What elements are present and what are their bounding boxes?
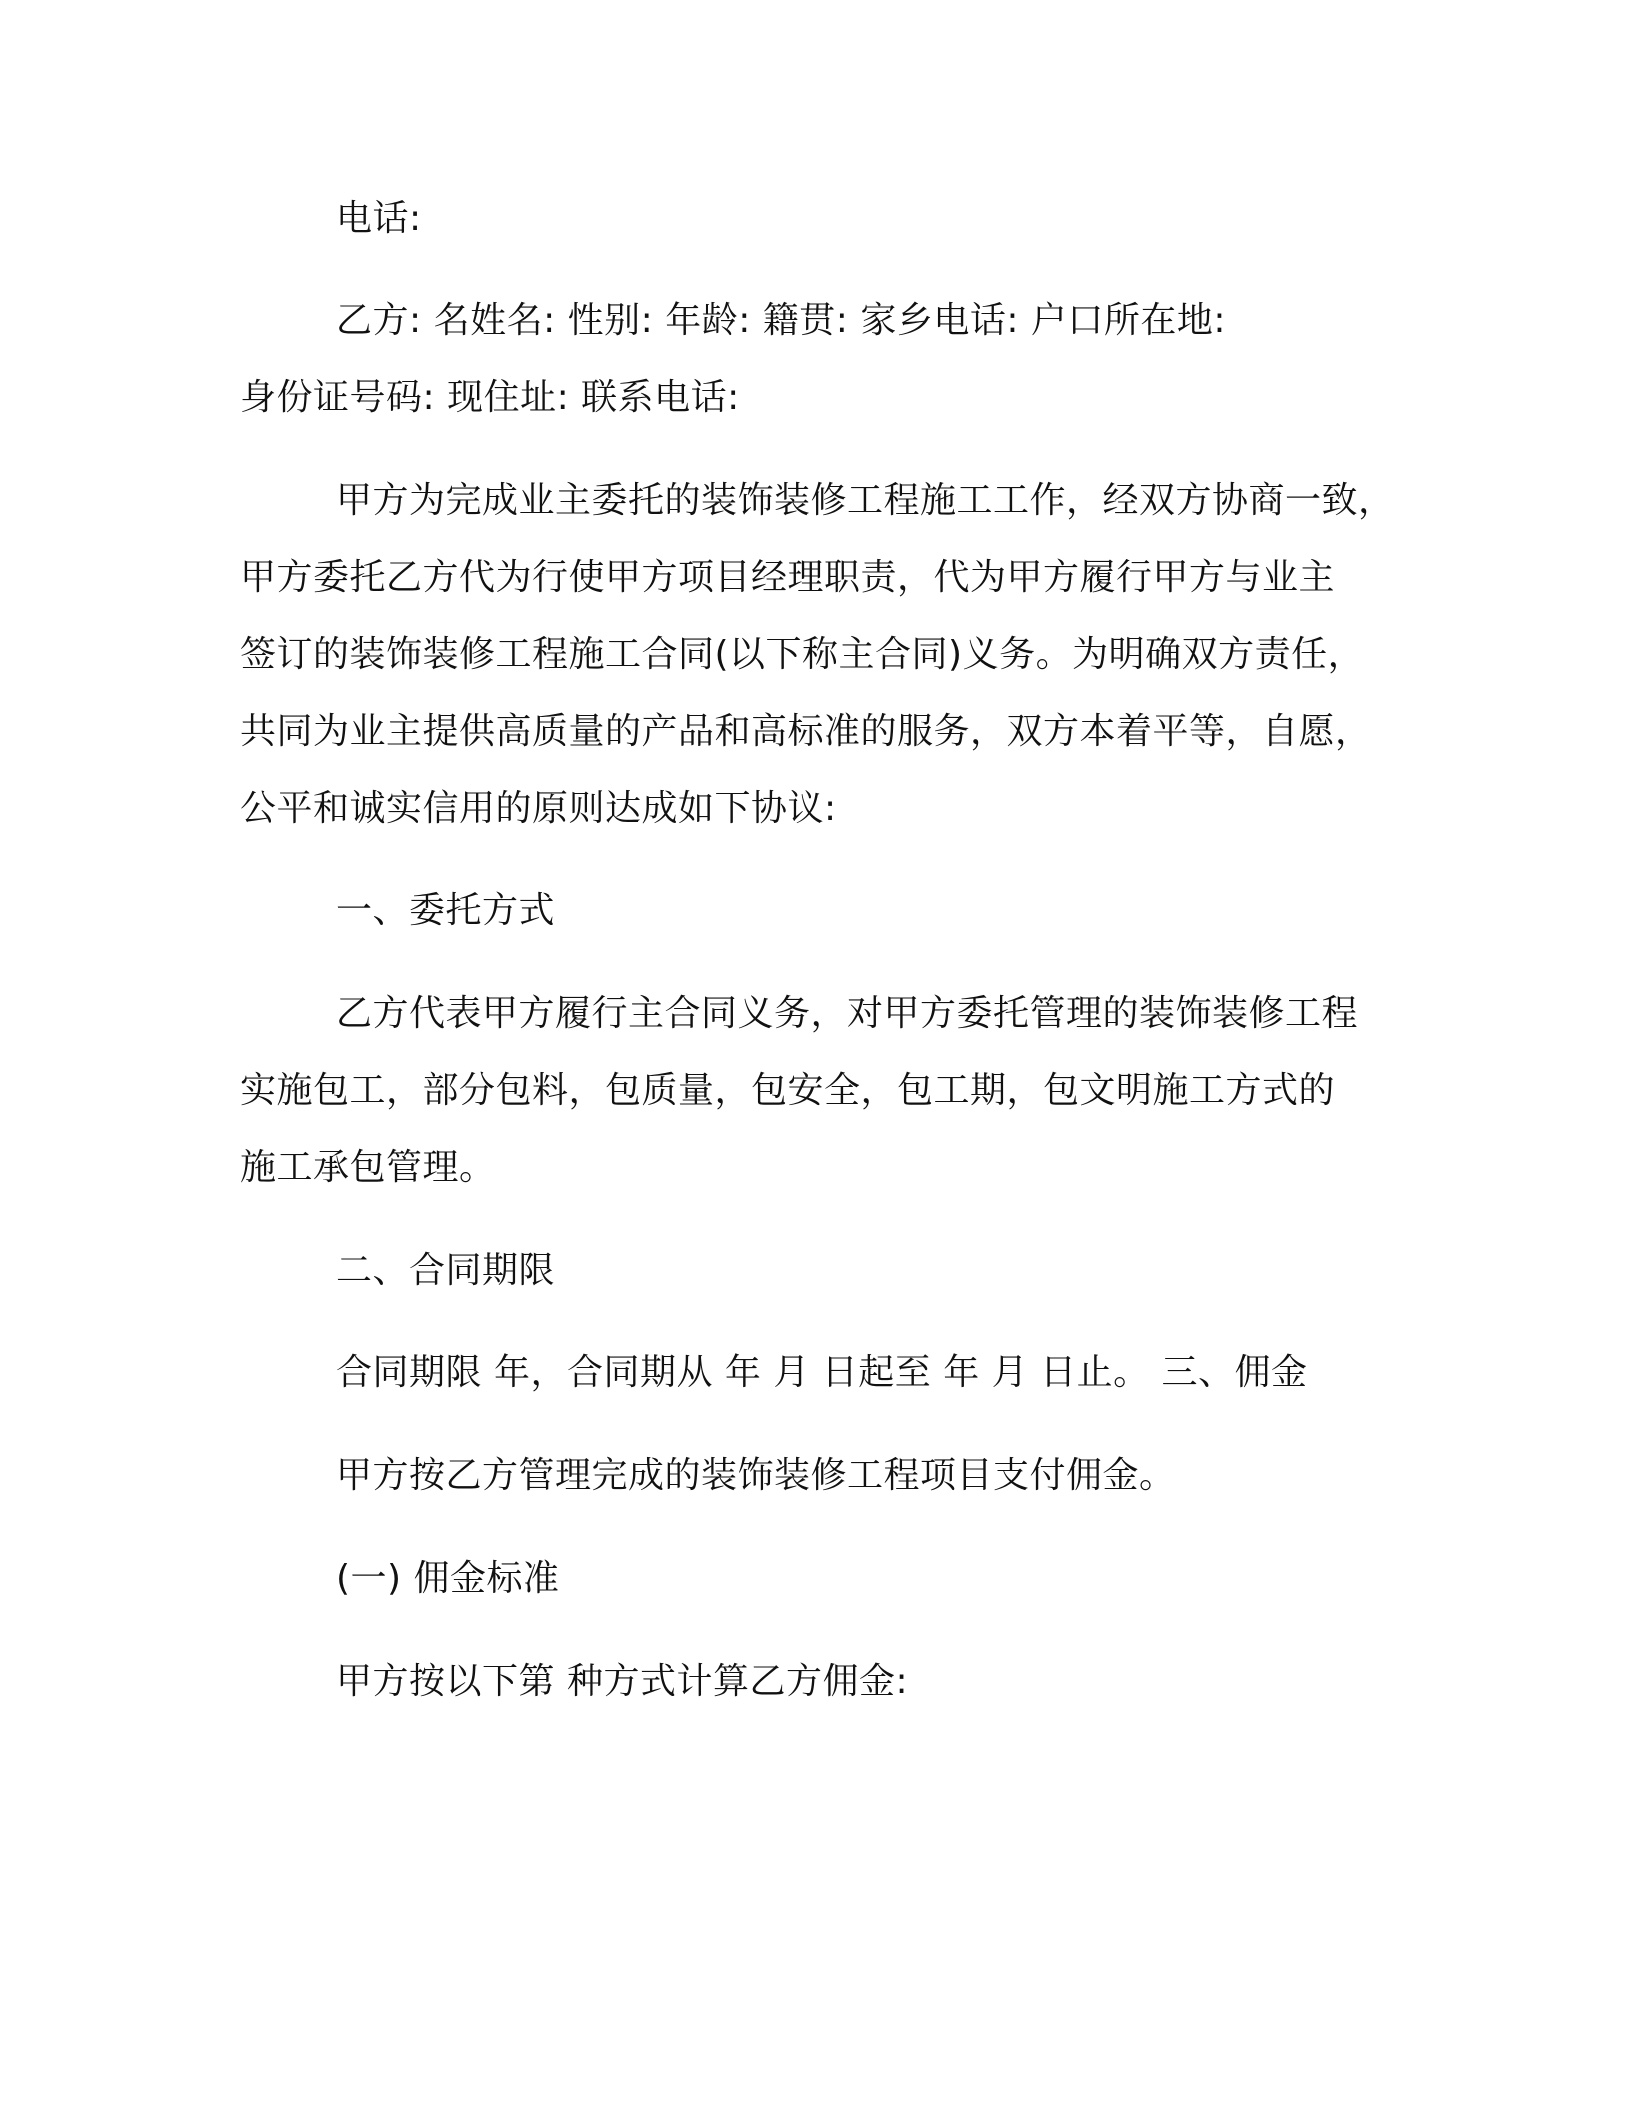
section-1-heading: 一、委托方式 [336, 890, 556, 931]
section-1-body: 乙方代表甲方履行主合同义务，对甲方委托管理的装饰装修工程 实施包工，部分包料，包质量，包安全，包工期，包文明施工方式的 施工承包管理。 [240, 993, 1359, 1188]
section-2-body: 合同期限 年，合同期从 年 月 日起至 年 月 日止。 三、佣金 [336, 1352, 1308, 1393]
phone-label: 电话: [336, 198, 422, 239]
section-3-body: 甲方按乙方管理完成的装饰装修工程项目支付佣金。 [336, 1455, 1176, 1496]
sub-1-body: 甲方按以下第 种方式计算乙方佣金: [336, 1661, 909, 1702]
party-b-info: 乙方: 名姓名: 性别: 年龄: 籍贯: 家乡电话: 户口所在地: 身份证号码: 现住址: 联系电话: [240, 300, 1227, 418]
section-2-heading: 二、合同期限 [336, 1250, 556, 1291]
sub-1-heading: (一) 佣金标准 [336, 1558, 560, 1599]
intro-paragraph: 甲方为完成业主委托的装饰装修工程施工工作，经双方协商一致， 甲方委托乙方代为行使甲方项目经理职责，代为甲方履行甲方与业主 签订的装饰装修工程施工合同(以下称主合同)义务。为明确双方责任， 共同为业主提供高质量的产品和高标准的服务，双方本着平等，自愿， 公平和诚实信用的原则达成如下协议: [240, 480, 1395, 829]
